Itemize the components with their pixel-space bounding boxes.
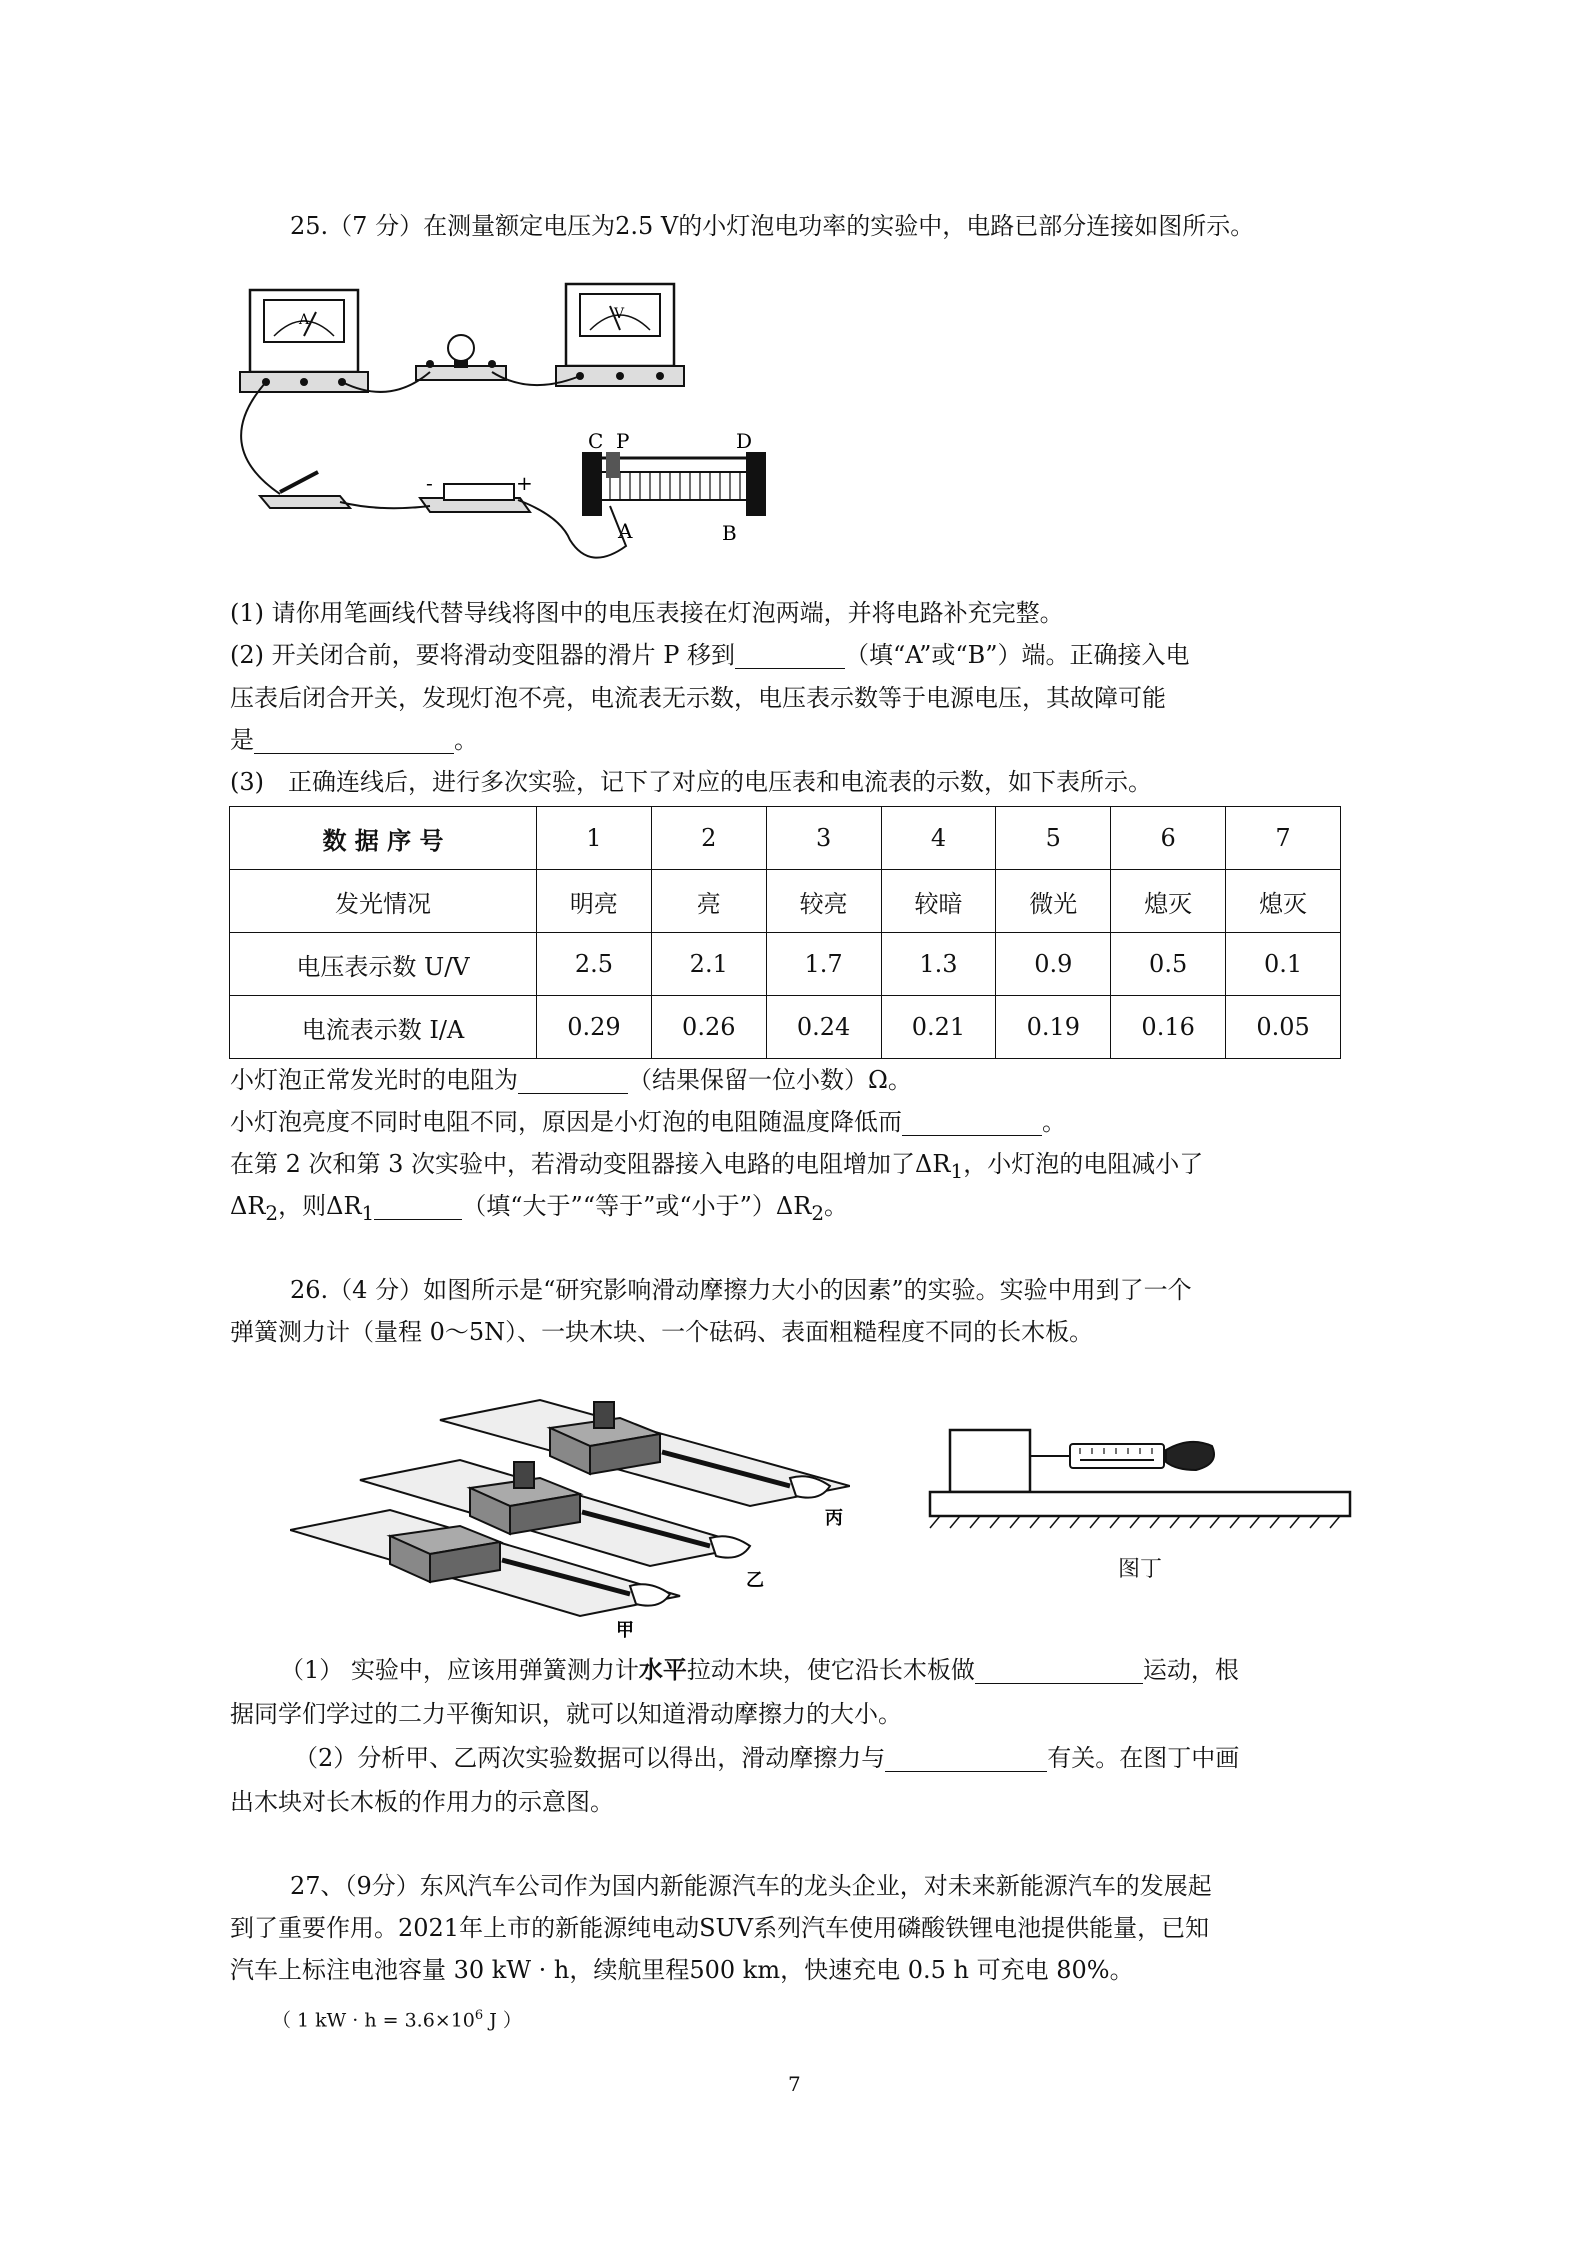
q25-intro: 25.（7 分）在测量额定电压为2.5 V的小灯泡电功率的实验中，电路已部分连接如图所示。 [290, 212, 1255, 240]
block-jia [390, 1526, 500, 1582]
q27-note-sup: 6 [474, 2008, 484, 2023]
battery-icon [420, 484, 530, 512]
page-number: 7 [788, 2072, 801, 2096]
label-bing: 丙 [825, 1508, 843, 1529]
battery-plus: + [516, 471, 533, 495]
table-header-cell: 7 [1226, 807, 1341, 870]
q25-r3sub1: 1 [950, 1158, 964, 1183]
q25-part1: (1) 请你用笔画线代替导线将图中的电压表接在灯泡两端，并将电路补充完整。 [230, 599, 1064, 627]
q26-p2a: （2）分析甲、乙两次实验数据可以得出，滑动摩擦力与 [294, 1744, 886, 1772]
hand-icon [1166, 1442, 1214, 1470]
table-header-cell: 1 [537, 807, 652, 870]
blank-motion[interactable] [975, 1655, 1143, 1684]
q25-r1a: 小灯泡正常发光时的电阻为 [230, 1066, 518, 1094]
label-d: D [736, 429, 753, 453]
table-cell: 电压表示数 U/V [230, 933, 537, 996]
table-cell: 2.1 [651, 933, 766, 996]
q25-r2a: 小灯泡亮度不同时电阻不同，原因是小灯泡的电阻随温度降低而 [230, 1108, 902, 1136]
q26-p1d: 据同学们学过的二力平衡知识，就可以知道滑动摩擦力的大小。 [230, 1700, 902, 1728]
q27-note-b: J ） [483, 2009, 522, 2032]
q25-resistance-line [230, 1062, 912, 1098]
q25-r1b: （结果保留一位小数）Ω。 [628, 1066, 912, 1094]
table-header-row [230, 807, 1341, 870]
voltmeter-icon [556, 284, 684, 386]
q27-line3: 汽车上标注电池容量 30 kW · h，续航里程500 km，快速充电 0.5 h 可充电 80%。 [230, 1956, 1134, 1984]
q25-part2d: 是 [230, 726, 254, 754]
table-cell: 亮 [651, 870, 766, 933]
label-a: A [618, 519, 633, 543]
q25-delta-line1 [230, 1146, 1203, 1189]
table-cell: 0.16 [1111, 996, 1226, 1059]
table-cell: 0.26 [651, 996, 766, 1059]
label-p: P [616, 429, 630, 453]
q26-part1-line1 [280, 1652, 1239, 1688]
table-cell: 熄灭 [1226, 870, 1341, 933]
table-cell: 0.05 [1226, 996, 1341, 1059]
table-cell: 0.1 [1226, 933, 1341, 996]
q27-line2: 到了重要作用。2021年上市的新能源纯电动SUV系列汽车使用磷酸铁锂电池提供能量，已知 [230, 1914, 1210, 1942]
table-cell: 熄灭 [1111, 870, 1226, 933]
q26-p1b: 拉动木块，使它沿长木板做 [686, 1656, 975, 1684]
spring-scale-icon [1070, 1444, 1164, 1468]
q26-intro2: 弹簧测力计（量程 0～5N）、一块木块、一个砝码、表面粗糙程度不同的长木板。 [230, 1318, 1094, 1346]
q25-r3b: ，小灯泡的电阻减小了 [963, 1150, 1204, 1178]
q25-r4c: （填“大于”“等于”或“小于”）ΔR [462, 1192, 812, 1220]
wood-block [950, 1430, 1030, 1492]
q26-p2b: 有关。在图丁中画 [1047, 1744, 1240, 1772]
label-jia: 甲 [616, 1620, 634, 1640]
q25-r2b: 。 [1042, 1108, 1066, 1136]
q25-temperature-line [230, 1104, 1066, 1140]
q25-part2c: 压表后闭合开关，发现灯泡不亮，电流表无示数，电压表示数等于电源电压，其故障可能 [230, 684, 1166, 712]
data-table [229, 806, 1341, 1059]
blank-compare[interactable] [374, 1191, 462, 1220]
table-cell: 微光 [996, 870, 1111, 933]
table-cell: 1.7 [766, 933, 881, 996]
q25-r4sub2: 1 [361, 1200, 375, 1225]
blank-friction-factor[interactable] [885, 1743, 1047, 1772]
q25-r4a: ΔR [230, 1192, 266, 1220]
q26-p1-bold: 水平 [638, 1655, 687, 1684]
table-cell: 0.24 [766, 996, 881, 1059]
q26-part2-line1 [294, 1740, 1239, 1776]
table-cell: 0.9 [996, 933, 1111, 996]
battery-minus: - [426, 471, 433, 495]
table-cell: 电流表示数 I/A [230, 996, 537, 1059]
table-cell: 0.19 [996, 996, 1111, 1059]
q25-r4sub3: 2 [811, 1200, 825, 1225]
friction-figure [290, 1390, 850, 1640]
table-row [230, 996, 1341, 1059]
ammeter-icon [240, 290, 368, 392]
table-header-cell: 5 [996, 807, 1111, 870]
ammeter-label: A [299, 312, 310, 328]
circuit-figure [230, 276, 790, 588]
q26-p2c: 出木块对长木板的作用力的示意图。 [230, 1788, 614, 1816]
table-cell: 发光情况 [230, 870, 537, 933]
q27-note [272, 1998, 522, 2038]
table-cell: 0.21 [881, 996, 996, 1059]
table-cell: 较暗 [881, 870, 996, 933]
q25-r4sub1: 2 [265, 1200, 279, 1225]
table-cell: 2.5 [537, 933, 652, 996]
q25-r3a: 在第 2 次和第 3 次实验中，若滑动变阻器接入电路的电阻增加了ΔR [230, 1150, 951, 1178]
q25-part2-line3 [230, 722, 478, 758]
q26-intro1: 26.（4 分）如图所示是“研究影响滑动摩擦力大小的因素”的实验。实验中用到了一个 [290, 1276, 1192, 1304]
label-yi: 乙 [746, 1570, 764, 1591]
q25-part2-line1 [230, 637, 1190, 673]
q25-part3: (3) 正确连线后，进行多次实验，记下了对应的电压表和电流表的示数，如下表所示。 [230, 768, 1152, 796]
table-cell: 0.5 [1111, 933, 1226, 996]
label-c: C [588, 429, 604, 453]
label-b: B [722, 521, 737, 545]
table-header-cell: 2 [651, 807, 766, 870]
q25-r4d: 。 [824, 1192, 849, 1220]
long-board [930, 1492, 1350, 1516]
blank-temperature[interactable] [902, 1107, 1042, 1136]
q26-p1a: （1） 实验中，应该用弹簧测力计 [280, 1656, 639, 1684]
blank-fault[interactable] [254, 725, 454, 754]
q25-part2b: （填“A”或“B”）端。正确接入电 [845, 641, 1190, 669]
figure-ding [920, 1410, 1360, 1550]
blank-resistance[interactable] [518, 1065, 628, 1094]
figure-ding-caption: 图丁 [1118, 1557, 1163, 1582]
table-cell: 较亮 [766, 870, 881, 933]
table-header-cell: 6 [1111, 807, 1226, 870]
table-cell: 明亮 [537, 870, 652, 933]
table-row [230, 933, 1341, 996]
q27-line1: 27、（9分）东风汽车公司作为国内新能源汽车的龙头企业，对未来新能源汽车的发展起 [290, 1872, 1212, 1900]
table-header-cell: 4 [881, 807, 996, 870]
table-header-cell: 数 据 序 号 [230, 807, 537, 870]
q25-r4b: ，则ΔR [278, 1192, 362, 1220]
q27-note-a: （ 1 kW · h = 3.6×10 [272, 2009, 475, 2032]
voltmeter-label: V [614, 306, 625, 322]
blank-slider-end[interactable] [735, 640, 845, 669]
table-header-cell: 3 [766, 807, 881, 870]
q25-part2e: 。 [454, 726, 478, 754]
q26-p1c: 运动，根 [1142, 1656, 1239, 1684]
q25-part2a: (2) 开关闭合前，要将滑动变阻器的滑片 P 移到 [230, 641, 736, 669]
q25-delta-line2 [230, 1188, 848, 1231]
table-cell: 0.29 [537, 996, 652, 1059]
table-cell: 1.3 [881, 933, 996, 996]
table-row [230, 870, 1341, 933]
